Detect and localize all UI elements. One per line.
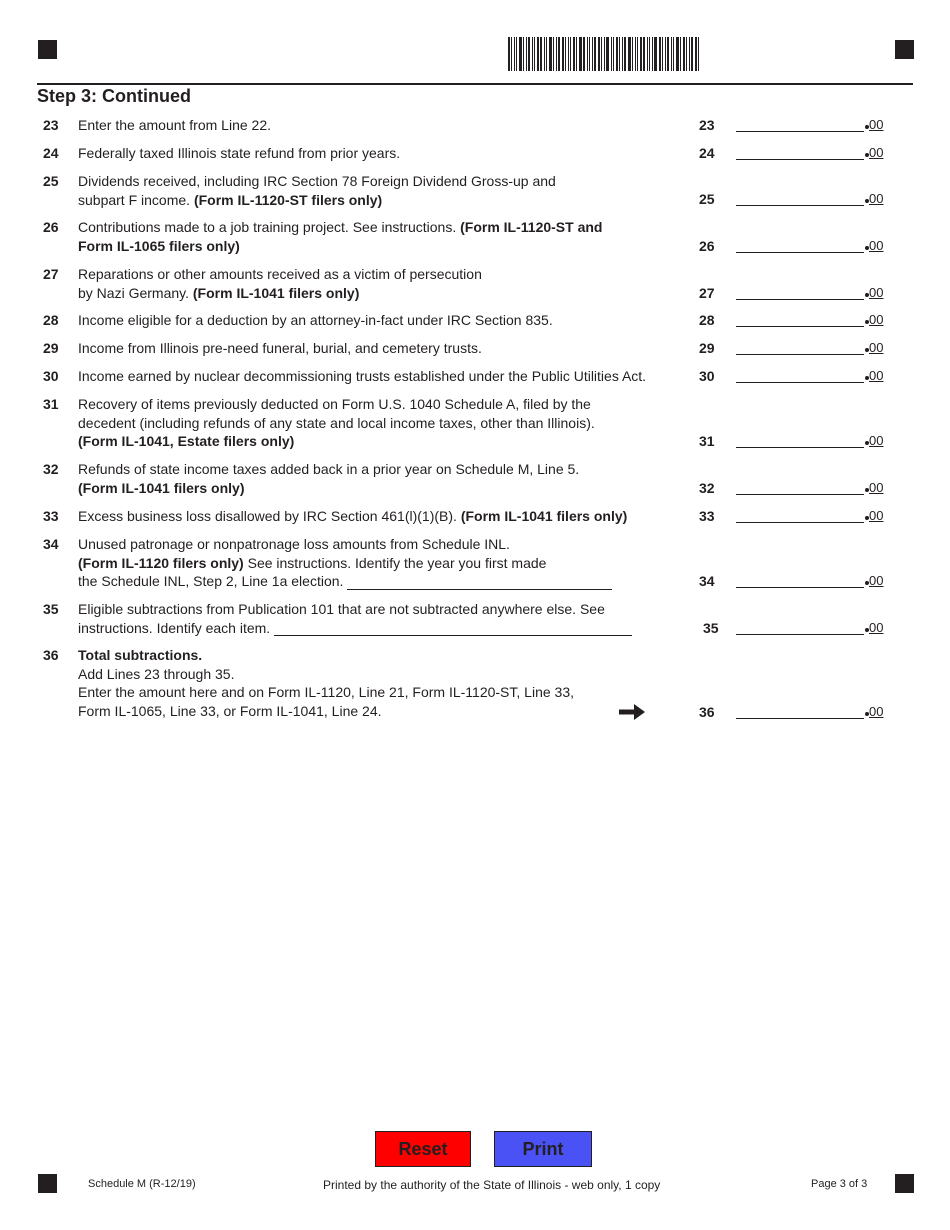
barcode-bar — [671, 37, 672, 71]
barcode-bar — [514, 37, 515, 71]
barcode-bar — [647, 37, 648, 71]
barcode-bar — [622, 37, 623, 71]
barcode-bar — [544, 37, 545, 71]
amount-field-group — [736, 572, 888, 590]
barcode-bar — [652, 37, 653, 71]
line-text-segment: Eligible subtractions from Publication 101 that are not subtracted anywhere else. See — [78, 601, 605, 617]
cents-label: 00 — [869, 285, 884, 300]
line-34-amount-input[interactable] — [736, 572, 864, 588]
barcode-bar — [635, 37, 636, 71]
line-text-segment: Dividends received, including IRC Section 78 Foreign Dividend Gross-up and — [78, 173, 556, 189]
amount-field-group — [736, 432, 888, 450]
amount-field-group — [736, 619, 888, 637]
line-27-amount-input[interactable] — [736, 284, 864, 300]
line-23-amount-input[interactable] — [736, 116, 864, 132]
line-28-amount-input[interactable] — [736, 311, 864, 327]
line-26-amount-input[interactable] — [736, 237, 864, 253]
barcode-bar — [616, 37, 618, 71]
cents-label: 00 — [869, 368, 884, 383]
barcode-bar — [606, 37, 609, 71]
barcode-bar — [534, 37, 535, 71]
line-number-right: 25 — [699, 191, 715, 207]
barcode-bar — [589, 37, 590, 71]
reset-button[interactable]: Reset — [375, 1131, 471, 1167]
barcode-bar — [598, 37, 600, 71]
line-text-segment: (Form IL-1041, Estate filers only) — [78, 433, 295, 449]
barcode-bar — [528, 37, 530, 71]
barcode-bar — [540, 37, 542, 71]
barcode-bar — [537, 37, 539, 71]
barcode-bar — [558, 37, 560, 71]
barcode-bar — [592, 37, 593, 71]
line-text-segment: (Form IL-1120-ST and — [460, 219, 603, 235]
line-text-segment: See instructions. Identify the year you first made — [243, 554, 547, 571]
registration-mark-top-right — [895, 40, 914, 59]
barcode-bar — [698, 37, 699, 71]
cents-label: 00 — [869, 145, 884, 160]
cents-label: 00 — [869, 704, 884, 719]
line-text-segment: (Form IL-1041 filers only) — [78, 479, 245, 496]
barcode-bar — [643, 37, 645, 71]
line-text-segment: Excess business loss disallowed by IRC Section 461(l)(1)(B). — [78, 508, 461, 524]
barcode-bar — [562, 37, 564, 71]
barcode-bar — [570, 37, 571, 71]
amount-field-group — [736, 367, 888, 385]
registration-mark-bottom-right — [895, 1174, 914, 1193]
line35-items-input[interactable] — [274, 621, 632, 636]
line-text-segment: instructions. Identify each item. — [78, 619, 275, 636]
line-36-amount-input[interactable] — [736, 703, 864, 719]
line-text-segment: Enter the amount from Line 22. — [78, 117, 271, 133]
barcode-bar — [624, 37, 626, 71]
barcode-bar — [526, 37, 527, 71]
barcode-bar — [508, 37, 510, 71]
barcode-bar — [680, 37, 681, 71]
line-text-segment: (Form IL-1120-ST filers only) — [193, 191, 383, 208]
amount-field-group — [736, 190, 888, 208]
barcode-bar — [683, 37, 685, 71]
amount-field-group — [736, 116, 888, 134]
line-number: 30 — [43, 368, 59, 384]
line-description — [78, 395, 688, 451]
line-description — [78, 600, 688, 637]
line-text-segment: Form IL-1065 filers only) — [78, 237, 240, 254]
line-text-segment: Enter the amount here and on Form IL-1120, Line 21, Form IL-1120-ST, Line 33, — [78, 684, 574, 700]
barcode-bar — [573, 37, 575, 71]
line-description — [78, 144, 688, 163]
line-33-amount-input[interactable] — [736, 507, 864, 523]
line-text-segment: Reparations or other amounts received as a victim of persecution — [78, 266, 482, 282]
barcode-bar — [519, 37, 522, 71]
arrow-right-icon — [619, 704, 645, 725]
cents-label: 00 — [869, 238, 884, 253]
barcode-bar — [665, 37, 666, 71]
registration-mark-bottom-left — [38, 1174, 57, 1193]
barcode-bar — [691, 37, 693, 71]
line-number-right: 32 — [699, 480, 715, 496]
barcode-bar — [579, 37, 582, 71]
barcode-bar — [632, 37, 633, 71]
line-description — [78, 172, 688, 209]
line-description — [78, 116, 688, 135]
line-text-segment: (Form IL-1041 filers only) — [460, 508, 628, 524]
cents-label: 00 — [869, 508, 884, 523]
line-text-segment: Form IL-1065, Line 33, or Form IL-1041, Line 24. — [78, 702, 382, 719]
barcode-bar — [549, 37, 552, 71]
line-number: 35 — [43, 601, 59, 617]
barcode-bar — [587, 37, 588, 71]
form-identifier: Schedule M (R-12/19) — [88, 1178, 196, 1190]
line-24-amount-input[interactable] — [736, 144, 864, 160]
line-text-segment: by Nazi Germany. — [78, 284, 193, 301]
line-description — [78, 311, 688, 330]
barcode-bar — [673, 37, 674, 71]
page-number: Page 3 of 3 — [811, 1178, 868, 1190]
barcode-bar — [695, 37, 697, 71]
barcode-bar — [556, 37, 557, 71]
barcode-bar — [583, 37, 585, 71]
line-description — [78, 535, 688, 591]
line34-year-input[interactable] — [347, 575, 612, 590]
barcode-bar — [686, 37, 687, 71]
registration-mark-top-left — [38, 40, 57, 59]
print-button[interactable]: Print — [494, 1131, 592, 1167]
line-number-right: 23 — [699, 117, 715, 133]
cents-label: 00 — [869, 480, 884, 495]
line-text-segment: (Form IL-1041 filers only) — [192, 284, 360, 301]
cents-label: 00 — [869, 433, 884, 448]
barcode-bar — [576, 37, 577, 71]
line-30-amount-input[interactable] — [736, 367, 864, 383]
line-number: 31 — [43, 396, 59, 412]
line-number: 28 — [43, 312, 59, 328]
line-number: 36 — [43, 647, 59, 663]
barcode-bar — [511, 37, 512, 71]
barcode-bar — [565, 37, 566, 71]
line-description — [78, 460, 688, 497]
line-description — [78, 367, 688, 386]
line-text-segment: Unused patronage or nonpatronage loss amounts from Schedule INL. — [78, 536, 510, 552]
line-number-right: 27 — [699, 285, 715, 301]
barcode-bar — [619, 37, 620, 71]
line-description — [78, 265, 688, 302]
line-number: 32 — [43, 461, 59, 477]
line-31-amount-input[interactable] — [736, 432, 864, 448]
barcode-bar — [516, 37, 517, 71]
amount-field-group — [736, 479, 888, 497]
barcode-bar — [611, 37, 612, 71]
line-text-segment: (Form IL-1120 filers only) — [78, 554, 244, 571]
barcode-bar — [523, 37, 524, 71]
line-number-right: 31 — [699, 433, 715, 449]
line-25-amount-input[interactable] — [736, 190, 864, 206]
line-text-segment: Federally taxed Illinois state refund from prior years. — [78, 145, 401, 161]
line-number: 33 — [43, 508, 59, 524]
line-number-right: 26 — [699, 238, 715, 254]
barcode-bar — [640, 37, 642, 71]
print-authority: Printed by the authority of the State of Illinois - web only, 1 copy — [323, 1178, 661, 1192]
amount-field-group — [736, 703, 888, 721]
line-text-segment: Income from Illinois pre-need funeral, burial, and cemetery trusts. — [78, 340, 482, 356]
barcode-bar — [604, 37, 605, 71]
cents-label: 00 — [869, 340, 884, 355]
barcode-bar — [546, 37, 547, 71]
line-description — [78, 339, 688, 358]
line-description — [78, 507, 688, 526]
line-text-segment: Income earned by nuclear decommissioning trusts established under the Public Utilities Act. — [78, 368, 647, 384]
amount-field-group — [736, 339, 888, 357]
line-number: 23 — [43, 117, 59, 133]
barcode-bar — [568, 37, 569, 71]
amount-field-group — [736, 507, 888, 525]
line-number: 29 — [43, 340, 59, 356]
line-text-segment: decedent (including refunds of any state and local income taxes, other than Illinois). — [78, 414, 595, 431]
barcode-bar — [649, 37, 650, 71]
barcode-bar — [689, 37, 690, 71]
line-number-right: 34 — [699, 573, 715, 589]
line-description — [78, 646, 688, 720]
barcode-bar — [676, 37, 679, 71]
line-number: 27 — [43, 266, 59, 282]
line-number-right: 24 — [699, 145, 715, 161]
amount-field-group — [736, 144, 888, 162]
line-32-amount-input[interactable] — [736, 479, 864, 495]
line-number: 34 — [43, 536, 59, 552]
line-text-segment: subpart F income. — [78, 191, 194, 208]
barcode-bar — [613, 37, 614, 71]
barcode-bar — [654, 37, 657, 71]
line-35-amount-input[interactable] — [736, 619, 864, 635]
header-rule — [37, 83, 913, 85]
line-number-right: 30 — [699, 368, 715, 384]
line-number: 24 — [43, 145, 59, 161]
barcode-bar — [601, 37, 602, 71]
line-text-segment: Contributions made to a job training project. See instructions. — [78, 219, 461, 235]
line-number-right: 29 — [699, 340, 715, 356]
line-text-segment: Recovery of items previously deducted on Form U.S. 1040 Schedule A, filed by the — [78, 396, 591, 412]
barcode-bar — [662, 37, 663, 71]
cents-label: 00 — [869, 620, 884, 635]
barcode-bar — [532, 37, 533, 71]
amount-field-group — [736, 284, 888, 302]
barcode-bar — [637, 37, 638, 71]
cents-label: 00 — [869, 312, 884, 327]
barcode-bar — [659, 37, 661, 71]
line-text-segment: Add Lines 23 through 35. — [78, 665, 235, 682]
line-number-right: 35 — [703, 620, 719, 636]
line-text-segment: the Schedule INL, Step 2, Line 1a election. — [78, 573, 348, 589]
line-29-amount-input[interactable] — [736, 339, 864, 355]
amount-field-group — [736, 311, 888, 329]
barcode-bar — [594, 37, 596, 71]
amount-field-group — [736, 237, 888, 255]
line-number-right: 33 — [699, 508, 715, 524]
cents-label: 00 — [869, 573, 884, 588]
line-text-segment: Total subtractions. — [78, 647, 203, 663]
line-number-right: 36 — [699, 704, 715, 720]
line-number-right: 28 — [699, 312, 715, 328]
step-title: Step 3: Continued — [37, 86, 191, 106]
barcode-bar — [628, 37, 631, 71]
barcode-bar — [553, 37, 554, 71]
cents-label: 00 — [869, 191, 884, 206]
barcode-bar — [667, 37, 669, 71]
line-number: 25 — [43, 173, 59, 189]
line-text-segment: Income eligible for a deduction by an attorney-in-fact under IRC Section 835. — [78, 312, 553, 328]
line-number: 26 — [43, 219, 59, 235]
line-text-segment: Refunds of state income taxes added back in a prior year on Schedule M, Line 5. — [78, 461, 580, 477]
barcode — [508, 37, 703, 71]
line-description — [78, 218, 688, 255]
cents-label: 00 — [869, 117, 884, 132]
